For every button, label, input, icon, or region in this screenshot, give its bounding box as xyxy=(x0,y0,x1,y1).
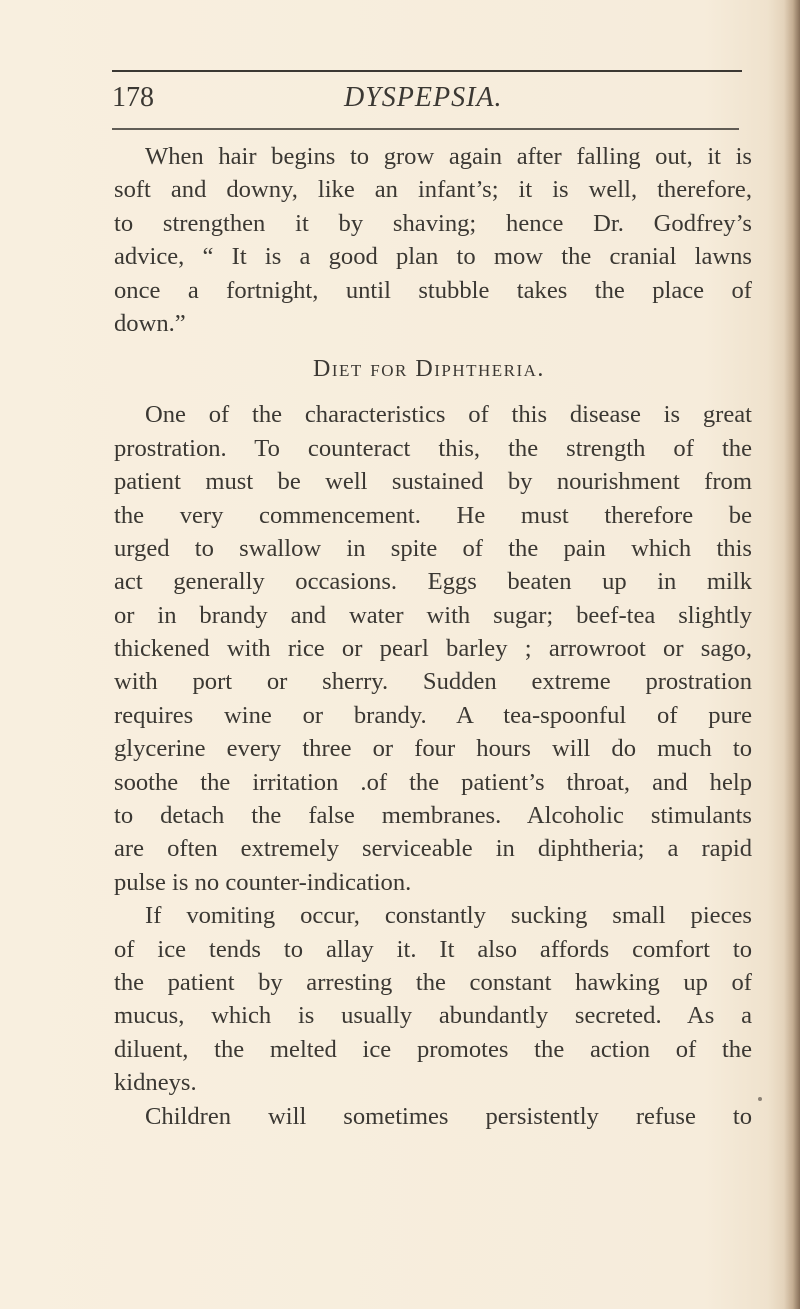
text-line: diluent, the melted ice promotes the action of the xyxy=(114,1035,752,1063)
section-heading: Diet for Diphtheria. xyxy=(313,356,545,383)
text-line: kidneys. xyxy=(114,1069,197,1097)
paragraph-hair-advice xyxy=(114,140,752,340)
text-line: act generally occasions. Eggs beaten up in milk xyxy=(114,568,752,596)
page-bleed-mark xyxy=(758,1097,762,1101)
text-line: patient must be well sustained by nourishment from xyxy=(114,468,752,496)
text-line: glycerine every three or four hours will do much to xyxy=(114,735,752,763)
paragraph-diphtheria-diet xyxy=(114,398,752,899)
text-line: the very commencement. He must therefore be xyxy=(114,501,752,529)
running-title: DYSPEPSIA. xyxy=(344,82,503,113)
text-line: with port or sherry. Sudden extreme prostration xyxy=(114,668,752,696)
header-rule-top xyxy=(112,70,742,72)
text-line: soothe the irritation .of the patient’s throat, and help xyxy=(114,768,752,796)
text-line: urged to swallow in spite of the pain which this xyxy=(114,534,752,562)
text-line: Children will sometimes persistently refuse to xyxy=(145,1102,752,1130)
page-gutter-shadow xyxy=(784,0,800,1309)
text-line: prostration. To counteract this, the strength of the xyxy=(114,434,752,462)
text-line: pulse is no counter-indication. xyxy=(114,868,412,896)
header-rule-bottom xyxy=(112,128,739,130)
text-line: mucus, which is usually abundantly secreted. As a xyxy=(114,1002,752,1030)
text-line: are often extremely serviceable in diphtheria; a rapid xyxy=(114,835,752,863)
text-line: advice, “ It is a good plan to mow the cranial lawns xyxy=(114,243,752,271)
text-line: to strengthen it by shaving; hence Dr. Godfrey’s xyxy=(114,209,752,237)
text-line: If vomiting occur, constantly sucking small pieces xyxy=(145,902,752,930)
text-line: down.” xyxy=(114,309,186,337)
text-line: once a fortnight, until stubble takes the place of xyxy=(114,276,752,304)
text-line: of ice tends to allay it. It also affords comfort to xyxy=(114,935,752,963)
text-line: thickened with rice or pearl barley ; arrowroot or sago, xyxy=(114,635,752,663)
text-line: One of the characteristics of this disease is great xyxy=(145,401,752,429)
paragraph-children xyxy=(114,1100,752,1133)
running-header xyxy=(112,80,742,116)
page-body-text xyxy=(114,140,752,1133)
text-line: the patient by arresting the constant hawking up of xyxy=(114,968,752,996)
text-line: When hair begins to grow again after falling out, it is xyxy=(145,143,752,170)
text-line: to detach the false membranes. Alcoholic stimulants xyxy=(114,802,752,830)
page-number: 178 xyxy=(112,82,154,113)
text-line: requires wine or brandy. A tea-spoonful of pure xyxy=(114,701,752,729)
text-line: or in brandy and water with sugar; beef-tea slightly xyxy=(114,601,752,629)
paragraph-vomiting-ice xyxy=(114,899,752,1099)
text-line: soft and downy, like an infant’s; it is well, therefore, xyxy=(114,176,752,204)
